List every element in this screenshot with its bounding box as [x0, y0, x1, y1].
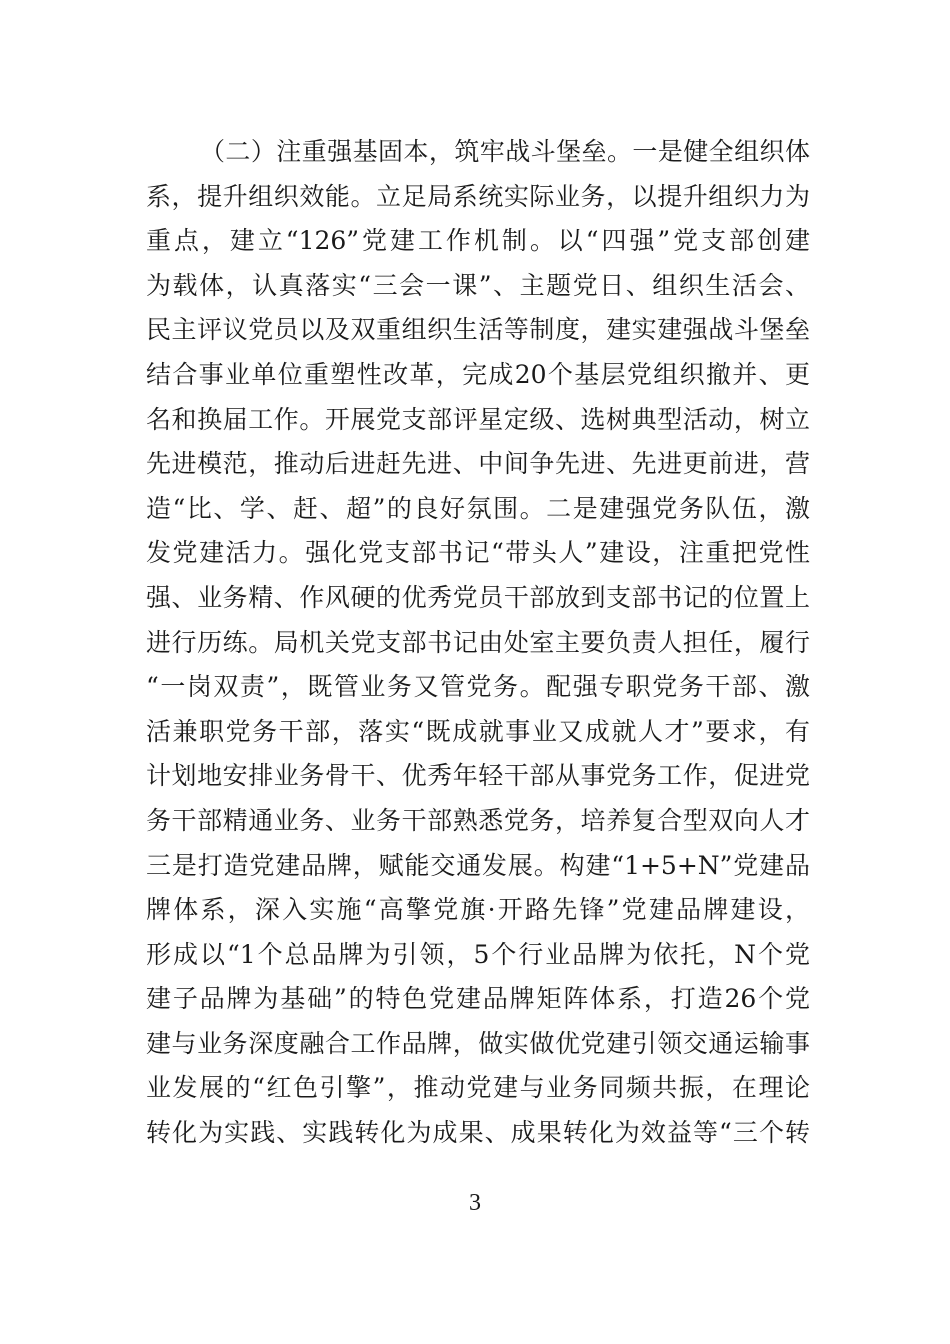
text-line: 牌体系，深入实施“高擎党旗·开路先锋”党建品牌建设，: [146, 895, 810, 925]
text-line: 重点，建立“126”党建工作机制。以“四强”党支部创建: [146, 226, 810, 256]
body-text: [146, 130, 810, 1156]
text-line: 名和换届工作。开展党支部评星定级、选树典型活动，树立: [146, 404, 810, 434]
text-line: 民主评议党员以及双重组织生活等制度，建实建强战斗堡垒: [146, 315, 810, 345]
page-number: 3: [469, 1190, 481, 1216]
text-line: 系，提升组织效能。立足局系统实际业务，以提升组织力为: [146, 181, 810, 211]
text-line: 建与业务深度融合工作品牌，做实做优党建引领交通运输事: [146, 1028, 810, 1058]
text-line: 结合事业单位重塑性改革，完成20个基层党组织撤并、更: [146, 359, 810, 389]
text-line: 为载体，认真落实“三会一课”、主题党日、组织生活会、: [146, 270, 810, 300]
text-line: 形成以“1个总品牌为引领，5个行业品牌为依托，N个党: [146, 939, 810, 969]
text-line: 业发展的“红色引擎”，推动党建与业务同频共振，在理论: [146, 1073, 810, 1103]
text-line: 先进模范，推动后进赶先进、中间争先进、先进更前进，营: [146, 449, 810, 479]
text-line: 造“比、学、赶、超”的良好氛围。二是建强党务队伍，激: [146, 493, 810, 523]
text-line: 建子品牌为基础”的特色党建品牌矩阵体系，打造26个党: [146, 984, 810, 1014]
text-line: 计划地安排业务骨干、优秀年轻干部从事党务工作，促进党: [146, 761, 810, 791]
text-line: 强、业务精、作风硬的优秀党员干部放到支部书记的位置上: [146, 582, 810, 612]
text-line: （二）注重强基固本，筑牢战斗堡垒。一是健全组织体: [200, 137, 810, 166]
text-line: 进行历练。局机关党支部书记由处室主要负责人担任，履行: [146, 627, 810, 657]
text-line: 务干部精通业务、业务干部熟悉党务，培养复合型双向人才: [146, 805, 810, 835]
text-line: 三是打造党建品牌，赋能交通发展。构建“1+5+N”党建品: [146, 850, 810, 880]
text-line: 发党建活力。强化党支部书记“带头人”建设，注重把党性: [146, 538, 810, 568]
text-line: 转化为实践、实践转化为成果、成果转化为效益等“三个转: [146, 1118, 810, 1148]
text-line: 活兼职党务干部，落实“既成就事业又成就人才”要求，有: [146, 716, 810, 746]
text-line: “一岗双责”，既管业务又管党务。配强专职党务干部、激: [146, 672, 810, 702]
